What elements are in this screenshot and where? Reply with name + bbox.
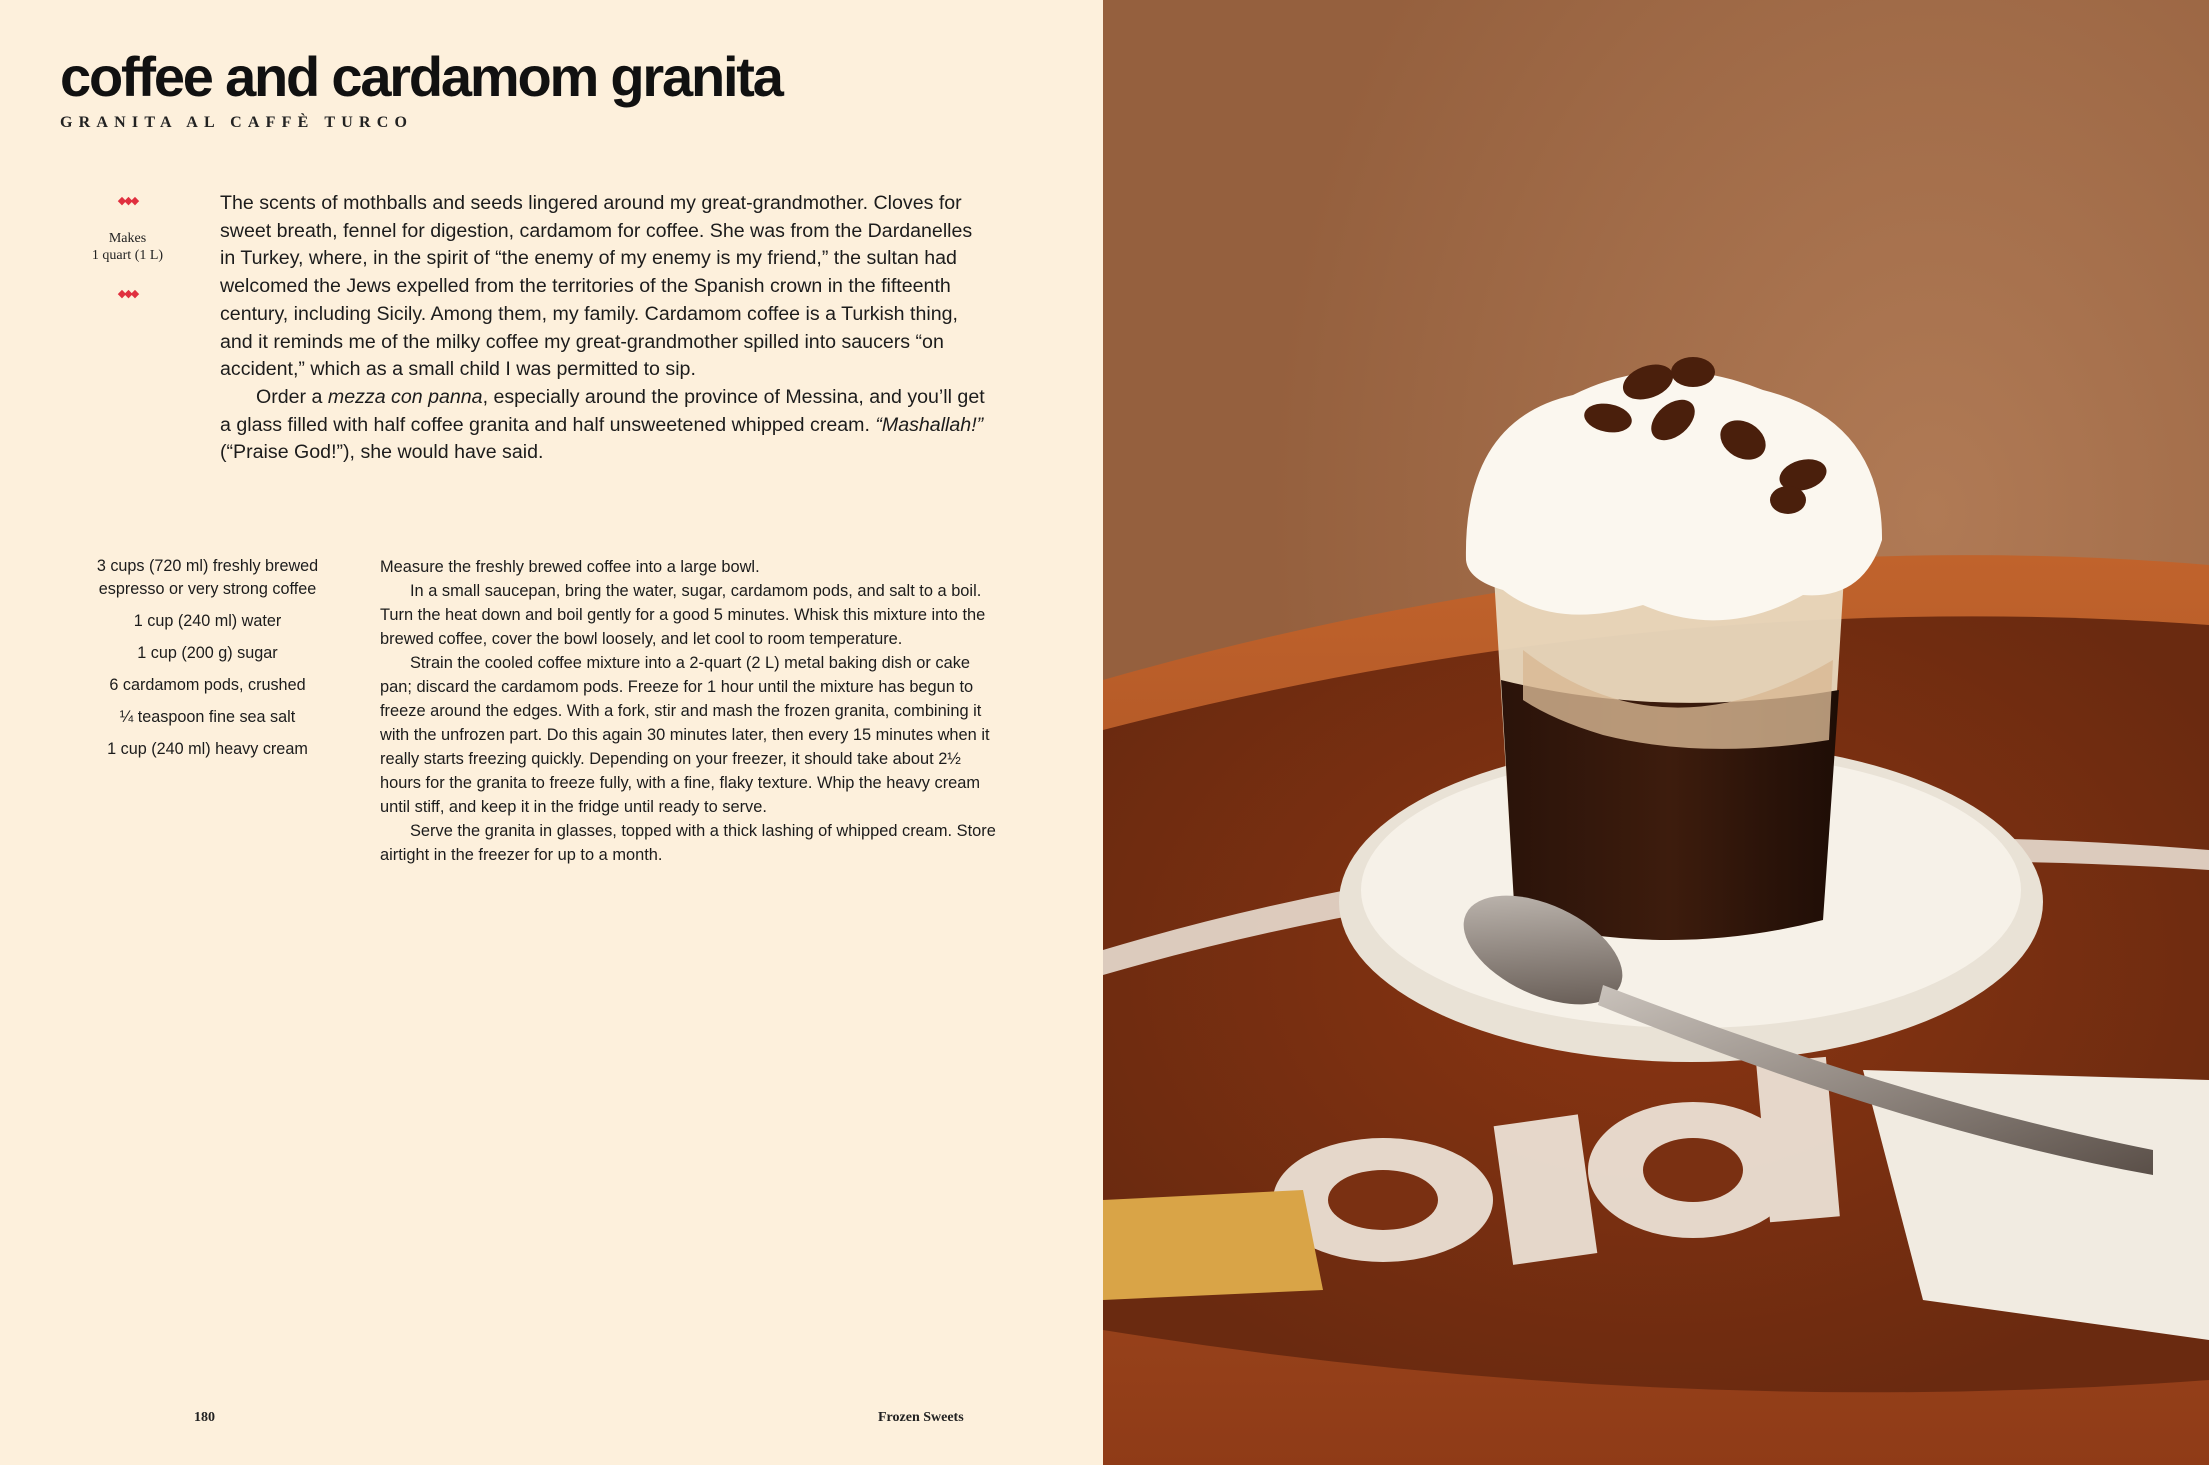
method-step: Serve the granita in glasses, topped with a thick lashing of whipped cream. Store airtight in the freezer for up to a month. [380, 822, 996, 864]
diamond-ornament-icon: ◆◆◆ [117, 195, 138, 207]
ingredient-item: 3 cups (720 ml) freshly brewed espresso or very strong coffee [96, 557, 319, 598]
intro-italic: mezza con panna [327, 385, 483, 408]
recipe-subtitle: GRANITA AL CAFFÈ TURCO [60, 114, 414, 131]
photo-illustration [1103, 0, 2209, 1465]
tray-logo-hole [1328, 1170, 1438, 1230]
method-step: In a small saucepan, bring the water, sugar, cardamom pods, and salt to a boil. Turn the heat down and boil gently for a good 5 minutes. Whisk this mixture into the brewed coffee, cover the bowl loosely, and let cool to room temperature. [380, 582, 986, 648]
ingredient-item: 1 cup (240 ml) heavy cream [107, 739, 308, 758]
ingredient-list [70, 555, 345, 770]
granita-photo [1103, 0, 2209, 1465]
page-number: 180 [194, 1410, 215, 1425]
recipe-page [0, 0, 1103, 1465]
recipe-title: coffee and cardamom granita [60, 45, 782, 108]
section-name: Frozen Sweets [878, 1410, 964, 1425]
ingredient-item: ¼ teaspoon fine sea salt [119, 707, 296, 726]
recipe-intro [220, 190, 990, 467]
yield-box [70, 193, 185, 303]
intro-paragraph: The scents of mothballs and seeds lingered around my great-grandmother. Cloves for sweet breath, fennel for digestion, cardamom for coffee. She was from the Dardanelles in Turkey, where, in the spirit of “the enemy of my enemy is my friend,” the sultan had welcomed the Jews expelled from the territories of the Spanish crown in the fifteenth century, including Sicily. Among them, my family. Cardamom coffee is a Turkish thing, and it reminds me of the milky coffee my great-grandmother spilled into saucers “on accident,” which as a small child I was permitted to sip. [220, 192, 973, 381]
ingredient-item: 1 cup (200 g) sugar [137, 643, 278, 662]
ingredient-item: 1 cup (240 ml) water [133, 611, 282, 630]
method-step: Measure the freshly brewed coffee into a large bowl. [380, 558, 760, 576]
intro-italic: “Mashallah!” [875, 413, 984, 436]
method-step: Strain the cooled coffee mixture into a 2-quart (2 L) metal baking dish or cake pan; discard the cardamom pods. Freeze for 1 hour until the mixture has begun to freeze around the edges. With a fork, stir and mash the frozen granita, combining it with the unfrozen part. Do this again 30 minutes later, then every 15 minutes when it really starts freezing quickly. Depending on your freezer, it should take about 2½ hours for the granita to freeze fully, with a fine, flaky texture. Whip the heavy cream until stiff, and keep it in the fridge until ready to serve. [380, 654, 990, 816]
tray-logo-hole [1643, 1138, 1743, 1202]
diamond-ornament-icon: ◆◆◆ [117, 288, 138, 300]
intro-paragraph [220, 384, 990, 467]
method-steps [380, 555, 1000, 867]
ingredient-item: 6 cardamom pods, crushed [109, 675, 306, 694]
yield-label: Makes [108, 231, 147, 246]
intro-text: (“Praise God!”), she would have said. [220, 441, 544, 464]
intro-text: , especially around the province of Messina, and you’ll get a glass filled with half coffee granita and half unsweetened whipped cream. [220, 385, 985, 436]
sugar-packet [1103, 1190, 1323, 1300]
intro-text: Order a [256, 385, 328, 408]
yield-value: 1 quart (1 L) [91, 248, 164, 263]
